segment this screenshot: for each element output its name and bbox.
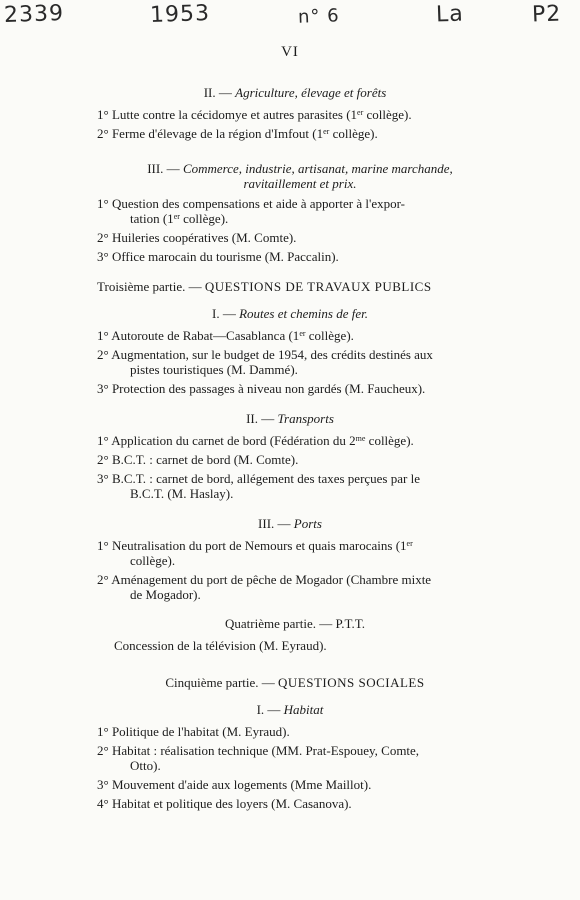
item-com-3 [97,249,339,264]
item-ptt-1-text: Concession de la télévision (M. Eyraud). [114,638,327,653]
item-rt-2b [130,362,298,377]
item-hab-1 [97,724,290,739]
item-hab-3 [97,777,371,792]
section-ports-heading [170,516,410,531]
section-commerce-heading-2 [105,176,495,191]
item-tr-3b [130,486,233,501]
item-agri-2-text: 2° Ferme d'élevage de la région d'Imfout (1 [97,126,324,141]
item-tr-3 [97,471,420,486]
item-rt-2b-text: pistes touristiques (M. Dammé). [130,362,298,377]
handwritten-page-code: P2 [531,1,562,28]
item-agri-1-text: collège). [363,107,412,122]
item-tr-1-text: collège). [365,433,414,448]
section-commerce-heading-text: III. — [147,161,183,176]
part-five-heading-text: Cinquième partie. — [165,675,279,690]
section-commerce-heading [105,161,495,176]
item-tr-2-text: 2° B.C.T. : carnet de bord (M. Comte). [97,452,299,467]
section-habitat-heading-text: Habitat [283,702,324,717]
item-com-1b-text: er [173,212,180,221]
section-routes-heading-text: I. — [212,306,240,321]
handwritten-code: La [435,1,465,28]
section-routes-heading [170,306,410,321]
item-com-1b-text: collège). [179,211,229,226]
item-hab-1-text: 1° Politique de l'habitat (M. Eyraud). [97,724,290,739]
item-rt-3-text: 3° Protection des passages à niveau non gardés (M. Faucheux). [97,381,426,396]
item-ptt-1 [114,638,327,653]
section-habitat-heading-text: I. — [256,702,284,717]
item-rt-1-text: 1° Autoroute de Rabat—Casablanca (1 [97,328,300,343]
item-com-2-text: 2° Huileries coopératives (M. Comte). [97,230,297,245]
item-pt-1-text: 1° Neutralisation du port de Nemours et quais marocains (1 [97,538,407,553]
item-hab-2 [97,743,419,758]
item-com-1-text: 1° Question des compensations et aide à apporter à l'expor- [97,196,405,211]
item-rt-1-text: collège). [305,328,354,343]
section-agriculture-heading-text: Agriculture, élevage et forêts [235,85,387,100]
item-hab-2-text: 2° Habitat : réalisation technique (MM. Prat-Espouey, Comte, [97,743,420,758]
item-hab-2b [130,758,161,773]
item-pt-1 [97,538,413,553]
item-pt-2b-text: de Mogador). [130,587,201,602]
item-rt-1 [97,328,354,343]
item-hab-4 [97,796,352,811]
part-three-heading [97,279,432,294]
section-commerce-heading-2-text: ravitaillement et prix. [243,176,357,191]
section-routes-heading-text: Routes et chemins de fer. [239,306,368,321]
item-pt-1b-text: collège). [130,553,176,568]
item-rt-1-text: er [299,329,306,338]
section-transports-heading-text: Transports [277,411,334,426]
part-four-heading [170,616,420,631]
item-tr-1-text: me [355,434,366,443]
item-tr-1-text: 1° Application du carnet de bord (Fédération du 2 [97,433,356,448]
part-three-heading-text: QUESTIONS DE TRAVAUX PUBLICS [204,279,432,294]
item-com-3-text: 3° Office marocain du tourisme (M. Paccalin). [97,249,339,264]
part-four-heading-text: Quatrième partie. — P.T.T. [225,616,365,631]
item-hab-4-text: 4° Habitat et politique des loyers (M. Casanova). [97,796,352,811]
item-rt-2 [97,347,433,362]
item-agri-1-text: 1° Lutte contre la cécidomye et autres parasites (1 [97,107,358,122]
section-ports-heading-text: III. — [258,516,294,531]
handwritten-ref-number: 2339 [3,0,65,29]
page-number: VI [281,44,299,60]
section-agriculture-heading-text: II. — [203,85,236,100]
part-five-heading [130,675,460,690]
part-three-heading-text: Troisième partie. — [97,279,205,294]
section-habitat-heading [170,702,410,717]
item-rt-3 [97,381,425,396]
section-transports-heading [170,411,410,426]
item-pt-2b [130,587,201,602]
item-pt-1-text: er [406,539,413,548]
section-transports-heading-text: II. — [246,411,278,426]
item-agri-2-text: er [323,127,330,136]
item-agri-2 [97,126,378,141]
item-tr-2 [97,452,298,467]
item-rt-2-text: 2° Augmentation, sur le budget de 1954, des crédits destinés aux [97,347,433,362]
item-tr-3-text: 3° B.C.T. : carnet de bord, allégement des taxes perçues par le [97,471,420,486]
section-ports-heading-text: Ports [293,516,322,531]
part-five-heading-text: QUESTIONS SOCIALES [278,675,425,690]
item-pt-1b [130,553,175,568]
item-pt-2-text: 2° Aménagement du port de pêche de Mogador (Chambre mixte [97,572,432,587]
item-tr-3b-text: B.C.T. (M. Haslay). [130,486,234,501]
item-com-1b-text: tation (1 [130,211,174,226]
item-hab-2b-text: Otto). [130,758,161,773]
item-tr-1 [97,433,414,448]
item-pt-2 [97,572,431,587]
section-commerce-heading-text: Commerce, industrie, artisanat, marine marchande, [182,161,453,176]
item-agri-1 [97,107,412,122]
section-agriculture-heading [170,85,420,100]
item-com-1b [130,211,228,226]
handwritten-year: 1953 [149,0,211,29]
item-agri-2-text: collège). [329,126,378,141]
item-agri-1-text: er [357,108,364,117]
item-com-2 [97,230,296,245]
item-com-1 [97,196,405,211]
handwritten-number: n° 6 [297,5,340,28]
item-hab-3-text: 3° Mouvement d'aide aux logements (Mme Maillot). [97,777,372,792]
